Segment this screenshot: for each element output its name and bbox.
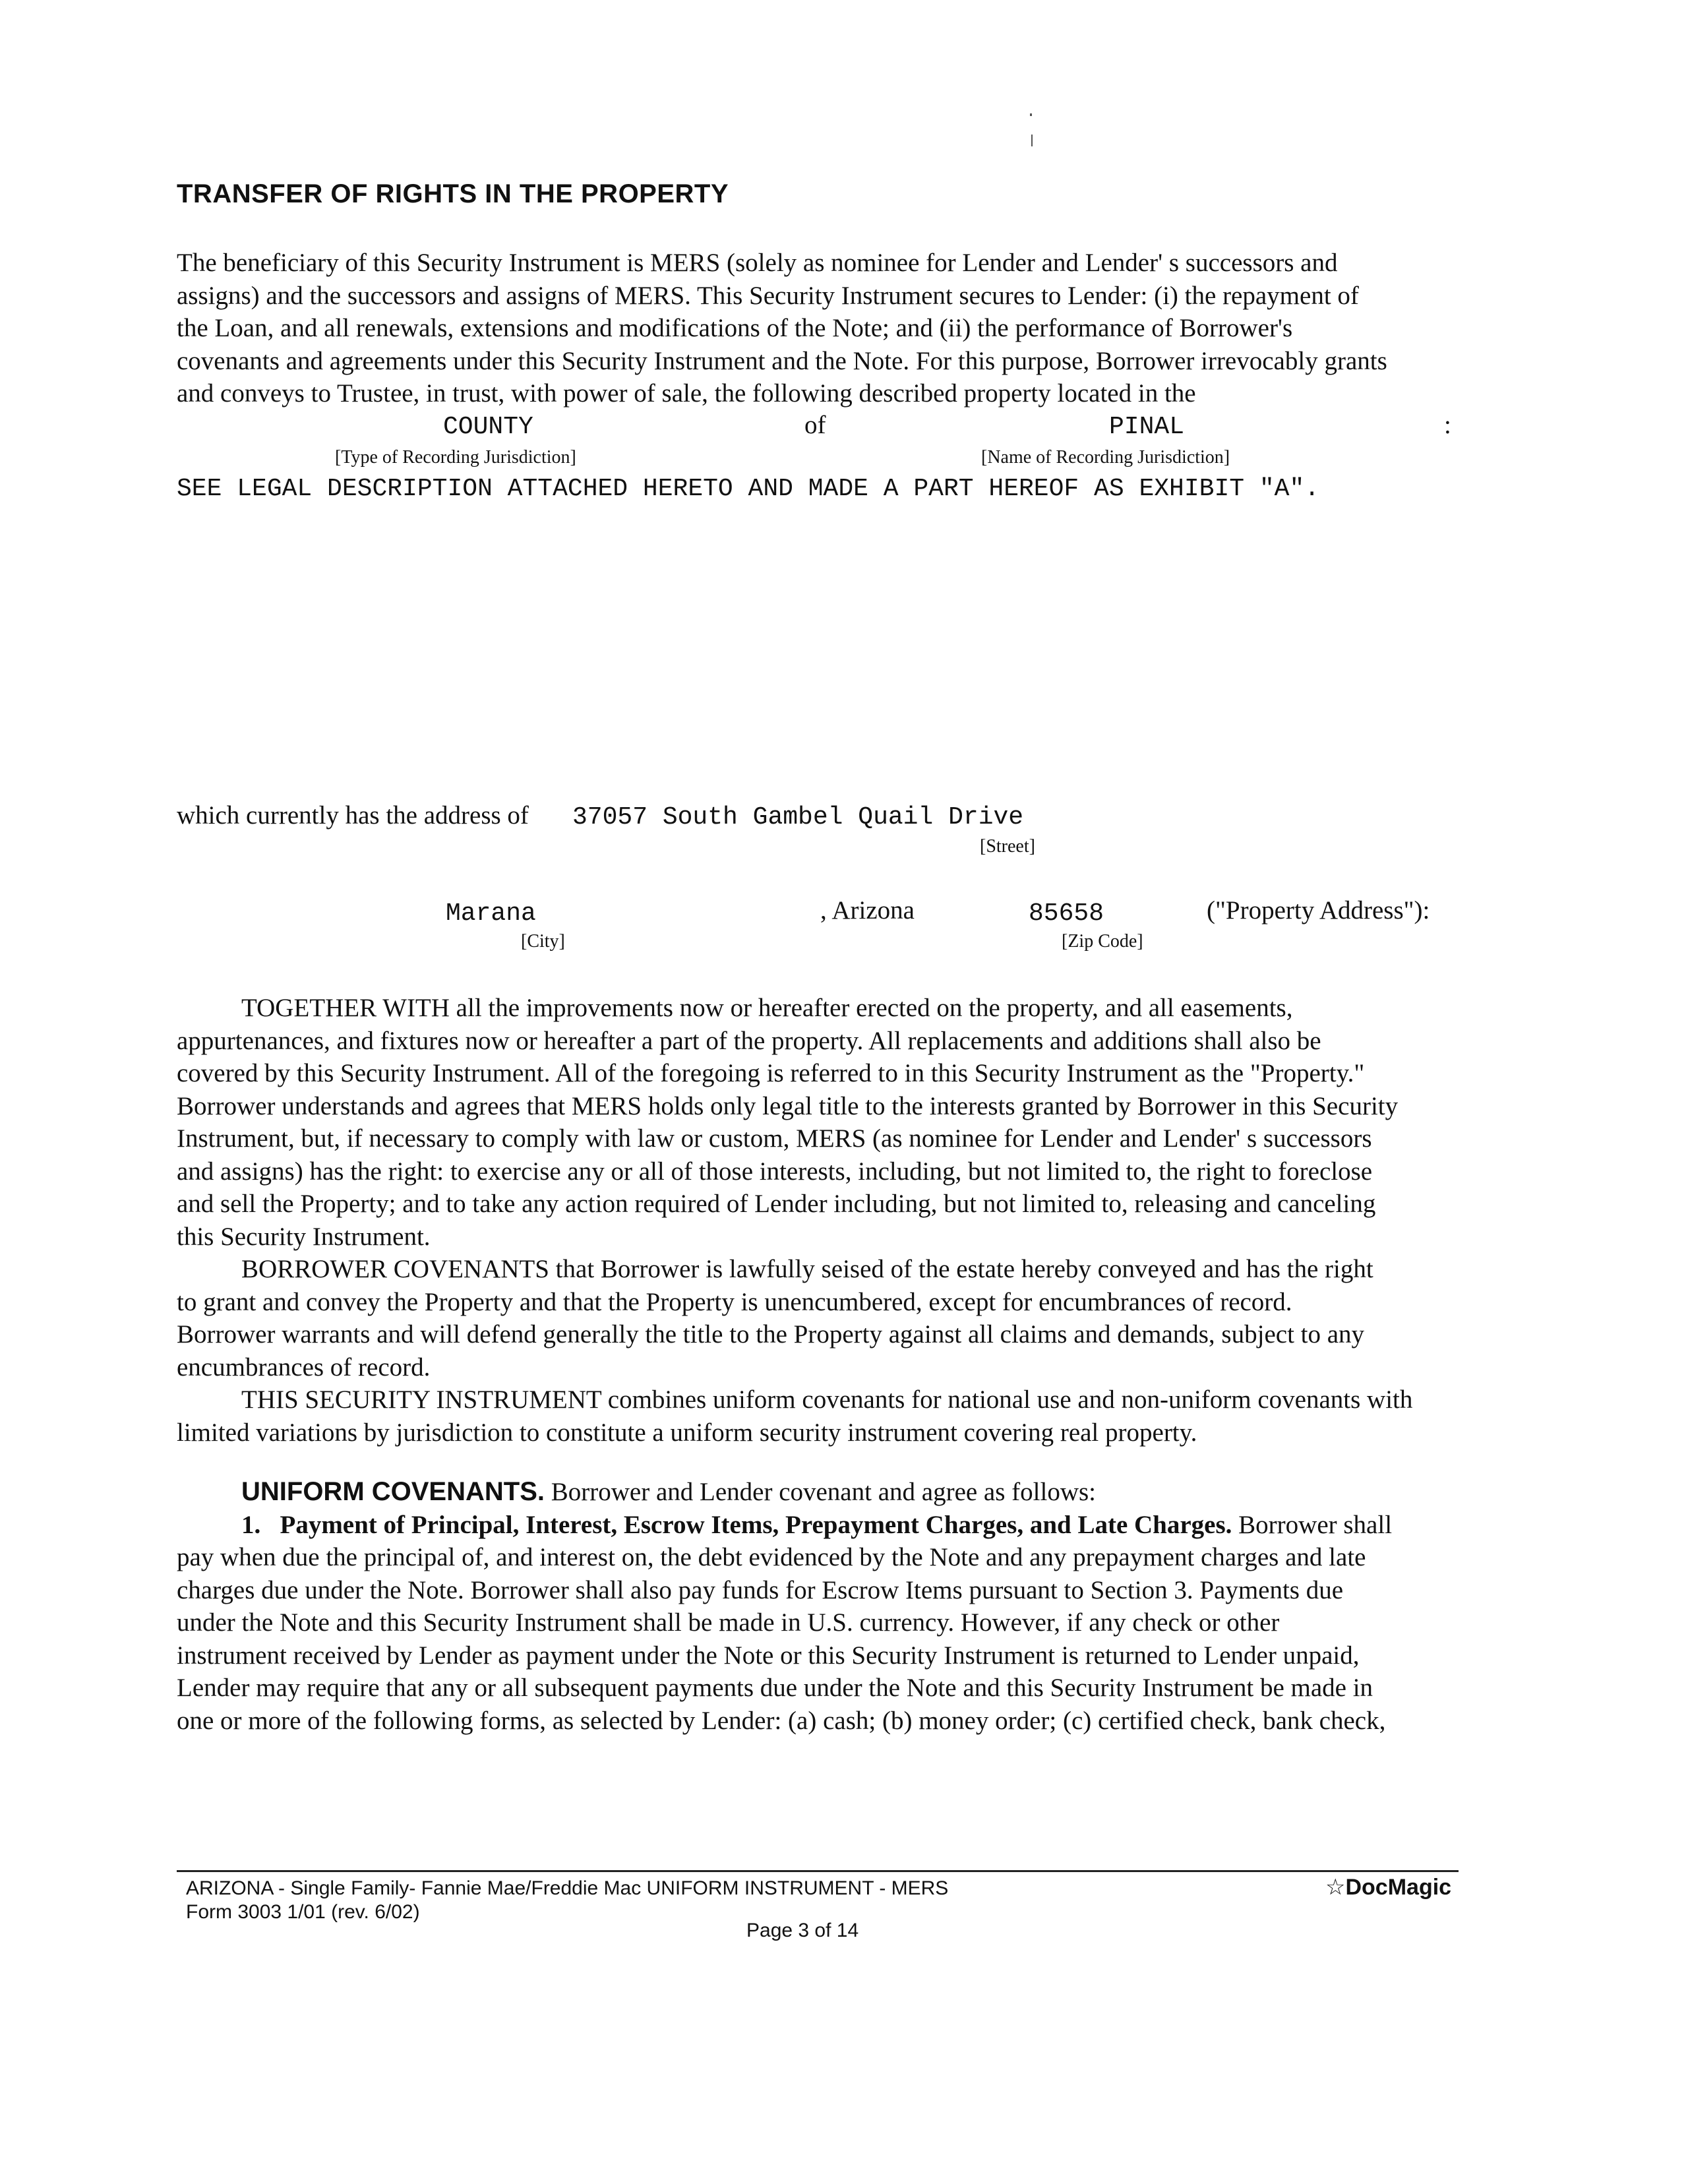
street-label: [Street]: [980, 836, 1035, 857]
covenant-item-number: 1.: [241, 1510, 261, 1539]
text-line: The beneficiary of this Security Instrument is MERS (solely as nominee for Lender and Lender' s successors and: [177, 249, 1338, 277]
text-line: covenants and agreements under this Security Instrument and the Note. For this purpose, Borrower irrevocably grants: [177, 346, 1387, 375]
text-line: encumbrances of record.: [177, 1352, 431, 1381]
text-line: and assigns) has the right: to exercise any or all of those interests, including, but not limited to, the right to foreclose: [177, 1157, 1373, 1186]
uniform-covenants-heading-line: [177, 1476, 1459, 1509]
footer-brand: [1325, 1874, 1451, 1900]
text-line: assigns) and the successors and assigns of MERS. This Security Instrument secures to Lender: (i) the repayment of: [177, 281, 1359, 310]
jurisdiction-colon: :: [1444, 411, 1451, 439]
together-with-paragraph: [177, 992, 1459, 1449]
city-label: [City]: [521, 931, 565, 952]
text-line: appurtenances, and fixtures now or hereafter a part of the property. All replacements and additions shall also be: [177, 1026, 1321, 1055]
text-line: pay when due the principal of, and interest on, the debt evidenced by the Note and any prepayment charges and late: [177, 1543, 1366, 1571]
text-line: and conveys to Trustee, in trust, with power of sale, the following described property located in the: [177, 379, 1196, 408]
footer-form-number: Form 3003 1/01 (rev. 6/02): [186, 1901, 420, 1923]
text-line: covered by this Security Instrument. All of the foregoing is referred to in this Security Instrument as the "Property.": [177, 1059, 1365, 1087]
covenant-item-1: [177, 1509, 1459, 1542]
intro-paragraph: [177, 247, 1459, 410]
street-value: 37057 South Gambel Quail Drive: [572, 803, 1024, 832]
text-line: charges due under the Note. Borrower shall also pay funds for Escrow Items pursuant to Section 3. Payments due: [177, 1575, 1344, 1604]
city-value: Marana: [446, 899, 536, 928]
text-line: one or more of the following forms, as selected by Lender: (a) cash; (b) money order; (c) certified check, bank check,: [177, 1706, 1386, 1735]
text-line: instrument received by Lender as payment under the Note or this Security Instrument is returned to Lender unpaid,: [177, 1641, 1360, 1670]
state-text: , Arizona: [820, 896, 915, 925]
text-line: to grant and convey the Property and that the Property is unencumbered, except for encumbrances of record.: [177, 1287, 1292, 1316]
address-lead-in: which currently has the address of: [177, 801, 529, 830]
footer-form-title: ARIZONA - Single Family- Fannie Mae/Freddie Mac UNIFORM INSTRUMENT - MERS: [186, 1877, 949, 1899]
text-line: BORROWER COVENANTS that Borrower is lawfully seised of the estate hereby conveyed and has the right: [241, 1255, 1373, 1283]
uniform-covenants-title: UNIFORM COVENANTS.: [241, 1477, 545, 1506]
text-line: TOGETHER WITH all the improvements now or hereafter erected on the property, and all easements,: [241, 994, 1293, 1022]
scan-mark: [1031, 135, 1033, 146]
text-line: Borrower understands and agrees that MERS holds only legal title to the interests granted by Borrower in this Security: [177, 1091, 1399, 1120]
star-icon: ☆: [1325, 1875, 1346, 1900]
scan-mark: [1030, 113, 1032, 116]
legal-description: SEE LEGAL DESCRIPTION ATTACHED HERETO AND MADE A PART HEREOF AS EXHIBIT "A".: [177, 475, 1320, 503]
text-line: Instrument, but, if necessary to comply with law or custom, MERS (as nominee for Lender and Lender' s successors: [177, 1124, 1372, 1153]
footer-divider: [177, 1870, 1459, 1872]
jurisdiction-type-label: [Type of Recording Jurisdiction]: [335, 447, 576, 468]
uniform-covenants: [177, 1476, 1459, 1737]
text-line: and sell the Property; and to take any action required of Lender including, but not limited to, releasing and canceling: [177, 1190, 1376, 1218]
section-heading: TRANSFER OF RIGHTS IN THE PROPERTY: [177, 179, 729, 208]
footer-brand-name: DocMagic: [1345, 1875, 1452, 1900]
zip-label: [Zip Code]: [1062, 931, 1143, 952]
property-address-text: ("Property Address"):: [1207, 896, 1430, 925]
text-line: under the Note and this Security Instrument shall be made in U.S. currency. However, if any check or other: [177, 1608, 1280, 1637]
zip-value: 85658: [1029, 899, 1104, 928]
text-line: Borrower warrants and will defend generally the title to the Property against all claims and demands, subject to any: [177, 1320, 1365, 1349]
footer-page-number: Page 3 of 14: [746, 1920, 859, 1941]
jurisdiction-of-word: of: [804, 411, 826, 439]
text-line: THIS SECURITY INSTRUMENT combines uniform covenants for national use and non-uniform covenants with: [241, 1385, 1413, 1414]
text-line: Lender may require that any or all subsequent payments due under the Note and this Security Instrument be made in: [177, 1674, 1373, 1702]
text-line: the Loan, and all renewals, extensions and modifications of the Note; and (ii) the performance of Borrower's: [177, 314, 1293, 342]
covenant-item-first-tail: Borrower shall: [1232, 1510, 1393, 1539]
text-line: this Security Instrument.: [177, 1222, 431, 1251]
jurisdiction-name-value: PINAL: [1109, 413, 1185, 441]
uniform-covenants-intro: Borrower and Lender covenant and agree as follows:: [545, 1478, 1097, 1506]
jurisdiction-name-label: [Name of Recording Jurisdiction]: [981, 447, 1230, 468]
text-line: limited variations by jurisdiction to constitute a uniform security instrument covering real property.: [177, 1418, 1197, 1447]
covenant-item-title: Payment of Principal, Interest, Escrow Items, Prepayment Charges, and Late Charges.: [280, 1510, 1232, 1539]
jurisdiction-type-value: COUNTY: [443, 413, 533, 441]
